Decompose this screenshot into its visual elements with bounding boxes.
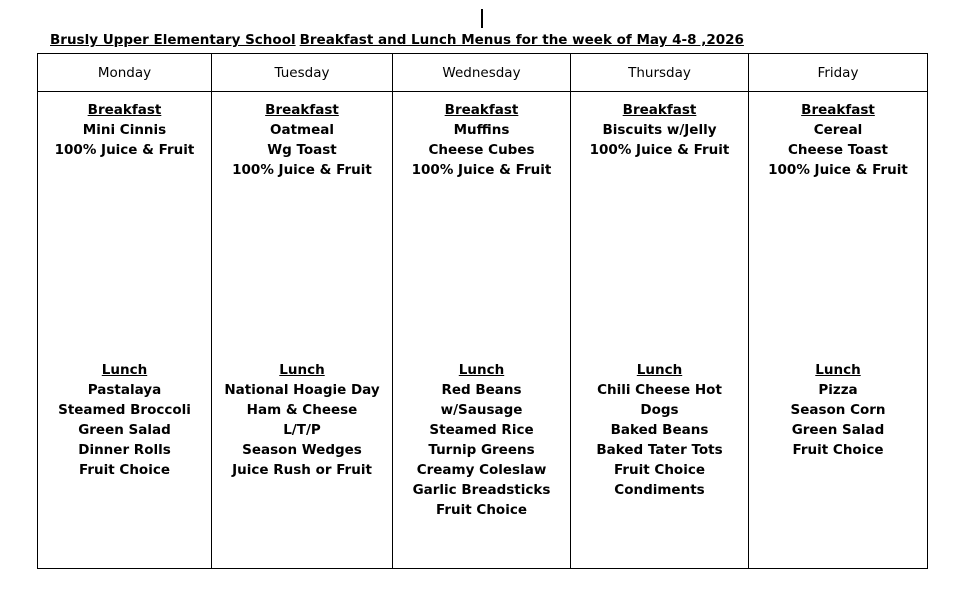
lunch-item: L/T/P [283, 422, 321, 438]
day-header: Thursday [571, 54, 749, 92]
lunch-item: Red Beans [441, 382, 522, 398]
lunch-block [38, 360, 211, 480]
lunch-heading: Lunch [101, 362, 148, 378]
lunch-item: Turnip Greens [428, 442, 535, 458]
lunch-block [212, 360, 392, 480]
breakfast-item: Cheese Cubes [428, 142, 535, 158]
day-header-row [38, 54, 928, 92]
lunch-item: Condiments [614, 482, 705, 498]
lunch-item: Steamed Broccoli [58, 402, 191, 418]
breakfast-block [212, 100, 392, 180]
breakfast-item: 100% Juice & Fruit [768, 162, 908, 178]
day-header: Wednesday [393, 54, 571, 92]
lunch-block [749, 360, 927, 460]
text-cursor [481, 9, 483, 28]
day-cell-friday [749, 92, 928, 569]
day-cell-thursday [571, 92, 749, 569]
day-header: Tuesday [212, 54, 393, 92]
lunch-item: Fruit Choice [79, 462, 170, 478]
lunch-item: Creamy Coleslaw [416, 462, 547, 478]
lunch-item: Season Corn [790, 402, 886, 418]
lunch-heading: Lunch [279, 362, 325, 378]
lunch-heading: Lunch [636, 362, 683, 378]
lunch-block [571, 360, 748, 500]
day-cell-tuesday [212, 92, 393, 569]
lunch-item: National Hoagie Day [224, 382, 380, 398]
lunch-item: Fruit Choice [792, 442, 884, 458]
lunch-item: Dinner Rolls [78, 442, 171, 458]
breakfast-block [571, 100, 748, 160]
day-header: Monday [38, 54, 212, 92]
lunch-item: Garlic Breadsticks [412, 482, 551, 498]
lunch-item: Fruit Choice [436, 502, 527, 518]
lunch-item: Baked Tater Tots [596, 442, 723, 458]
school-name: Brusly Upper Elementary School [50, 32, 296, 48]
lunch-item: Pizza [818, 382, 858, 398]
lunch-item: Season Wedges [242, 442, 362, 458]
breakfast-item: 100% Juice & Fruit [411, 162, 552, 178]
breakfast-item: Mini Cinnis [82, 122, 167, 138]
day-cell-wednesday [393, 92, 571, 569]
lunch-heading: Lunch [815, 362, 861, 378]
document-title [50, 32, 744, 48]
menu-table [37, 53, 928, 569]
breakfast-heading: Breakfast [87, 102, 162, 118]
lunch-item: Ham & Cheese [246, 402, 358, 418]
lunch-item: Juice Rush or Fruit [232, 462, 372, 478]
breakfast-item: 100% Juice & Fruit [232, 162, 372, 178]
lunch-item: w/Sausage [440, 402, 523, 418]
breakfast-item: 100% Juice & Fruit [54, 142, 195, 158]
breakfast-heading: Breakfast [265, 102, 339, 118]
breakfast-item: Muffins [453, 122, 510, 138]
menu-label: Breakfast and Lunch Menus for the week of May 4-8 ,2026 [299, 32, 744, 48]
lunch-item: Fruit Choice [614, 462, 705, 478]
breakfast-heading: Breakfast [444, 102, 519, 118]
lunch-heading: Lunch [458, 362, 505, 378]
breakfast-block [749, 100, 927, 180]
breakfast-item: Cheese Toast [787, 142, 888, 158]
breakfast-heading: Breakfast [801, 102, 875, 118]
breakfast-item: Oatmeal [270, 122, 334, 138]
lunch-item: Baked Beans [610, 422, 709, 438]
day-header: Friday [749, 54, 928, 92]
lunch-item: Green Salad [78, 422, 171, 438]
menu-row [38, 92, 928, 569]
lunch-item: Green Salad [791, 422, 885, 438]
lunch-item: Dogs [640, 402, 679, 418]
breakfast-item: Cereal [813, 122, 863, 138]
lunch-item: Pastalaya [87, 382, 162, 398]
breakfast-heading: Breakfast [622, 102, 697, 118]
breakfast-block [38, 100, 211, 160]
lunch-block [393, 360, 570, 520]
day-cell-monday [38, 92, 212, 569]
lunch-item: Steamed Rice [429, 422, 534, 438]
breakfast-block [393, 100, 570, 180]
breakfast-item: 100% Juice & Fruit [589, 142, 730, 158]
breakfast-item: Biscuits w/Jelly [602, 122, 717, 138]
lunch-item: Chili Cheese Hot [597, 382, 722, 398]
breakfast-item: Wg Toast [267, 142, 337, 158]
